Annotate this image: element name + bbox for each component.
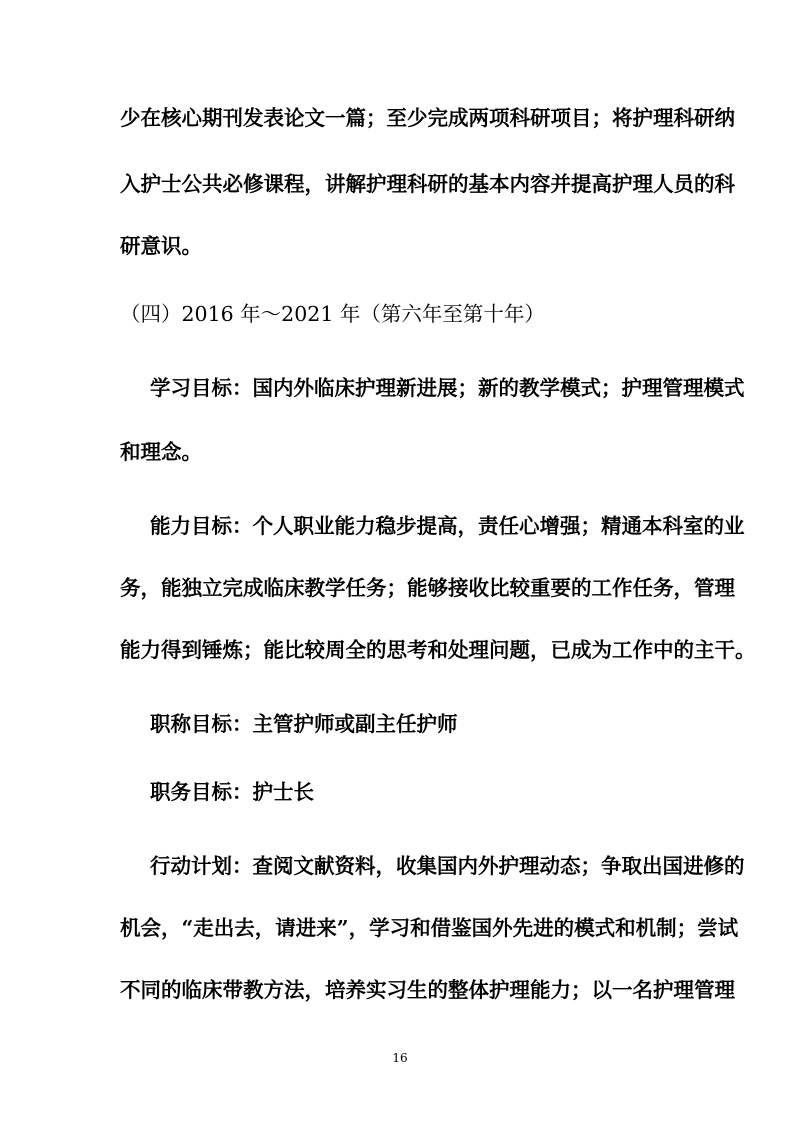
text-line — [0, 164, 800, 204]
line-text: 职务目标：护士长 — [150, 780, 314, 804]
text-line — [0, 970, 800, 1010]
line-text: 能力目标：个人职业能力稳步提高，责任心增强；精通本科室的业 — [150, 514, 745, 538]
line-text: 机会，“走出去，请进来”，学习和借鉴国外先进的模式和机制；尝试 — [120, 916, 739, 940]
text-line — [0, 226, 800, 266]
text-line — [0, 630, 800, 670]
line-text: 能力得到锤炼；能比较周全的思考和处理问题，已成为工作中的主干。 — [120, 638, 756, 662]
line-text: 学习目标：国内外临床护理新进展；新的教学模式；护理管理模式 — [150, 376, 745, 400]
text-line — [0, 846, 800, 886]
text-line — [0, 368, 800, 408]
line-text: 研意识。 — [120, 234, 202, 258]
line-text: 少在核心期刊发表论文一篇；至少完成两项科研项目；将护理科研纳 — [120, 106, 735, 130]
text-line — [0, 704, 800, 744]
line-text: 不同的临床带教方法，培养实习生的整体护理能力；以一名护理管理 — [120, 978, 735, 1002]
text-line — [0, 506, 800, 546]
section-heading — [0, 294, 800, 334]
heading-text: （四）2016 年～2021 年（第六年至第十年） — [120, 302, 545, 326]
line-text: 行动计划：查阅文献资料，收集国内外护理动态；争取出国进修的 — [150, 854, 745, 878]
text-line — [0, 432, 800, 472]
page-number: 16 — [392, 1051, 408, 1065]
text-line — [0, 772, 800, 812]
line-text: 和理念。 — [120, 440, 202, 464]
line-text: 职称目标：主管护师或副主任护师 — [150, 712, 458, 736]
line-text: 务，能独立完成临床教学任务；能够接收比较重要的工作任务，管理 — [120, 576, 735, 600]
text-line — [0, 908, 800, 948]
line-text: 入护士公共必修课程，讲解护理科研的基本内容并提高护理人员的科 — [120, 172, 735, 196]
text-line — [0, 98, 800, 138]
text-line — [0, 568, 800, 608]
